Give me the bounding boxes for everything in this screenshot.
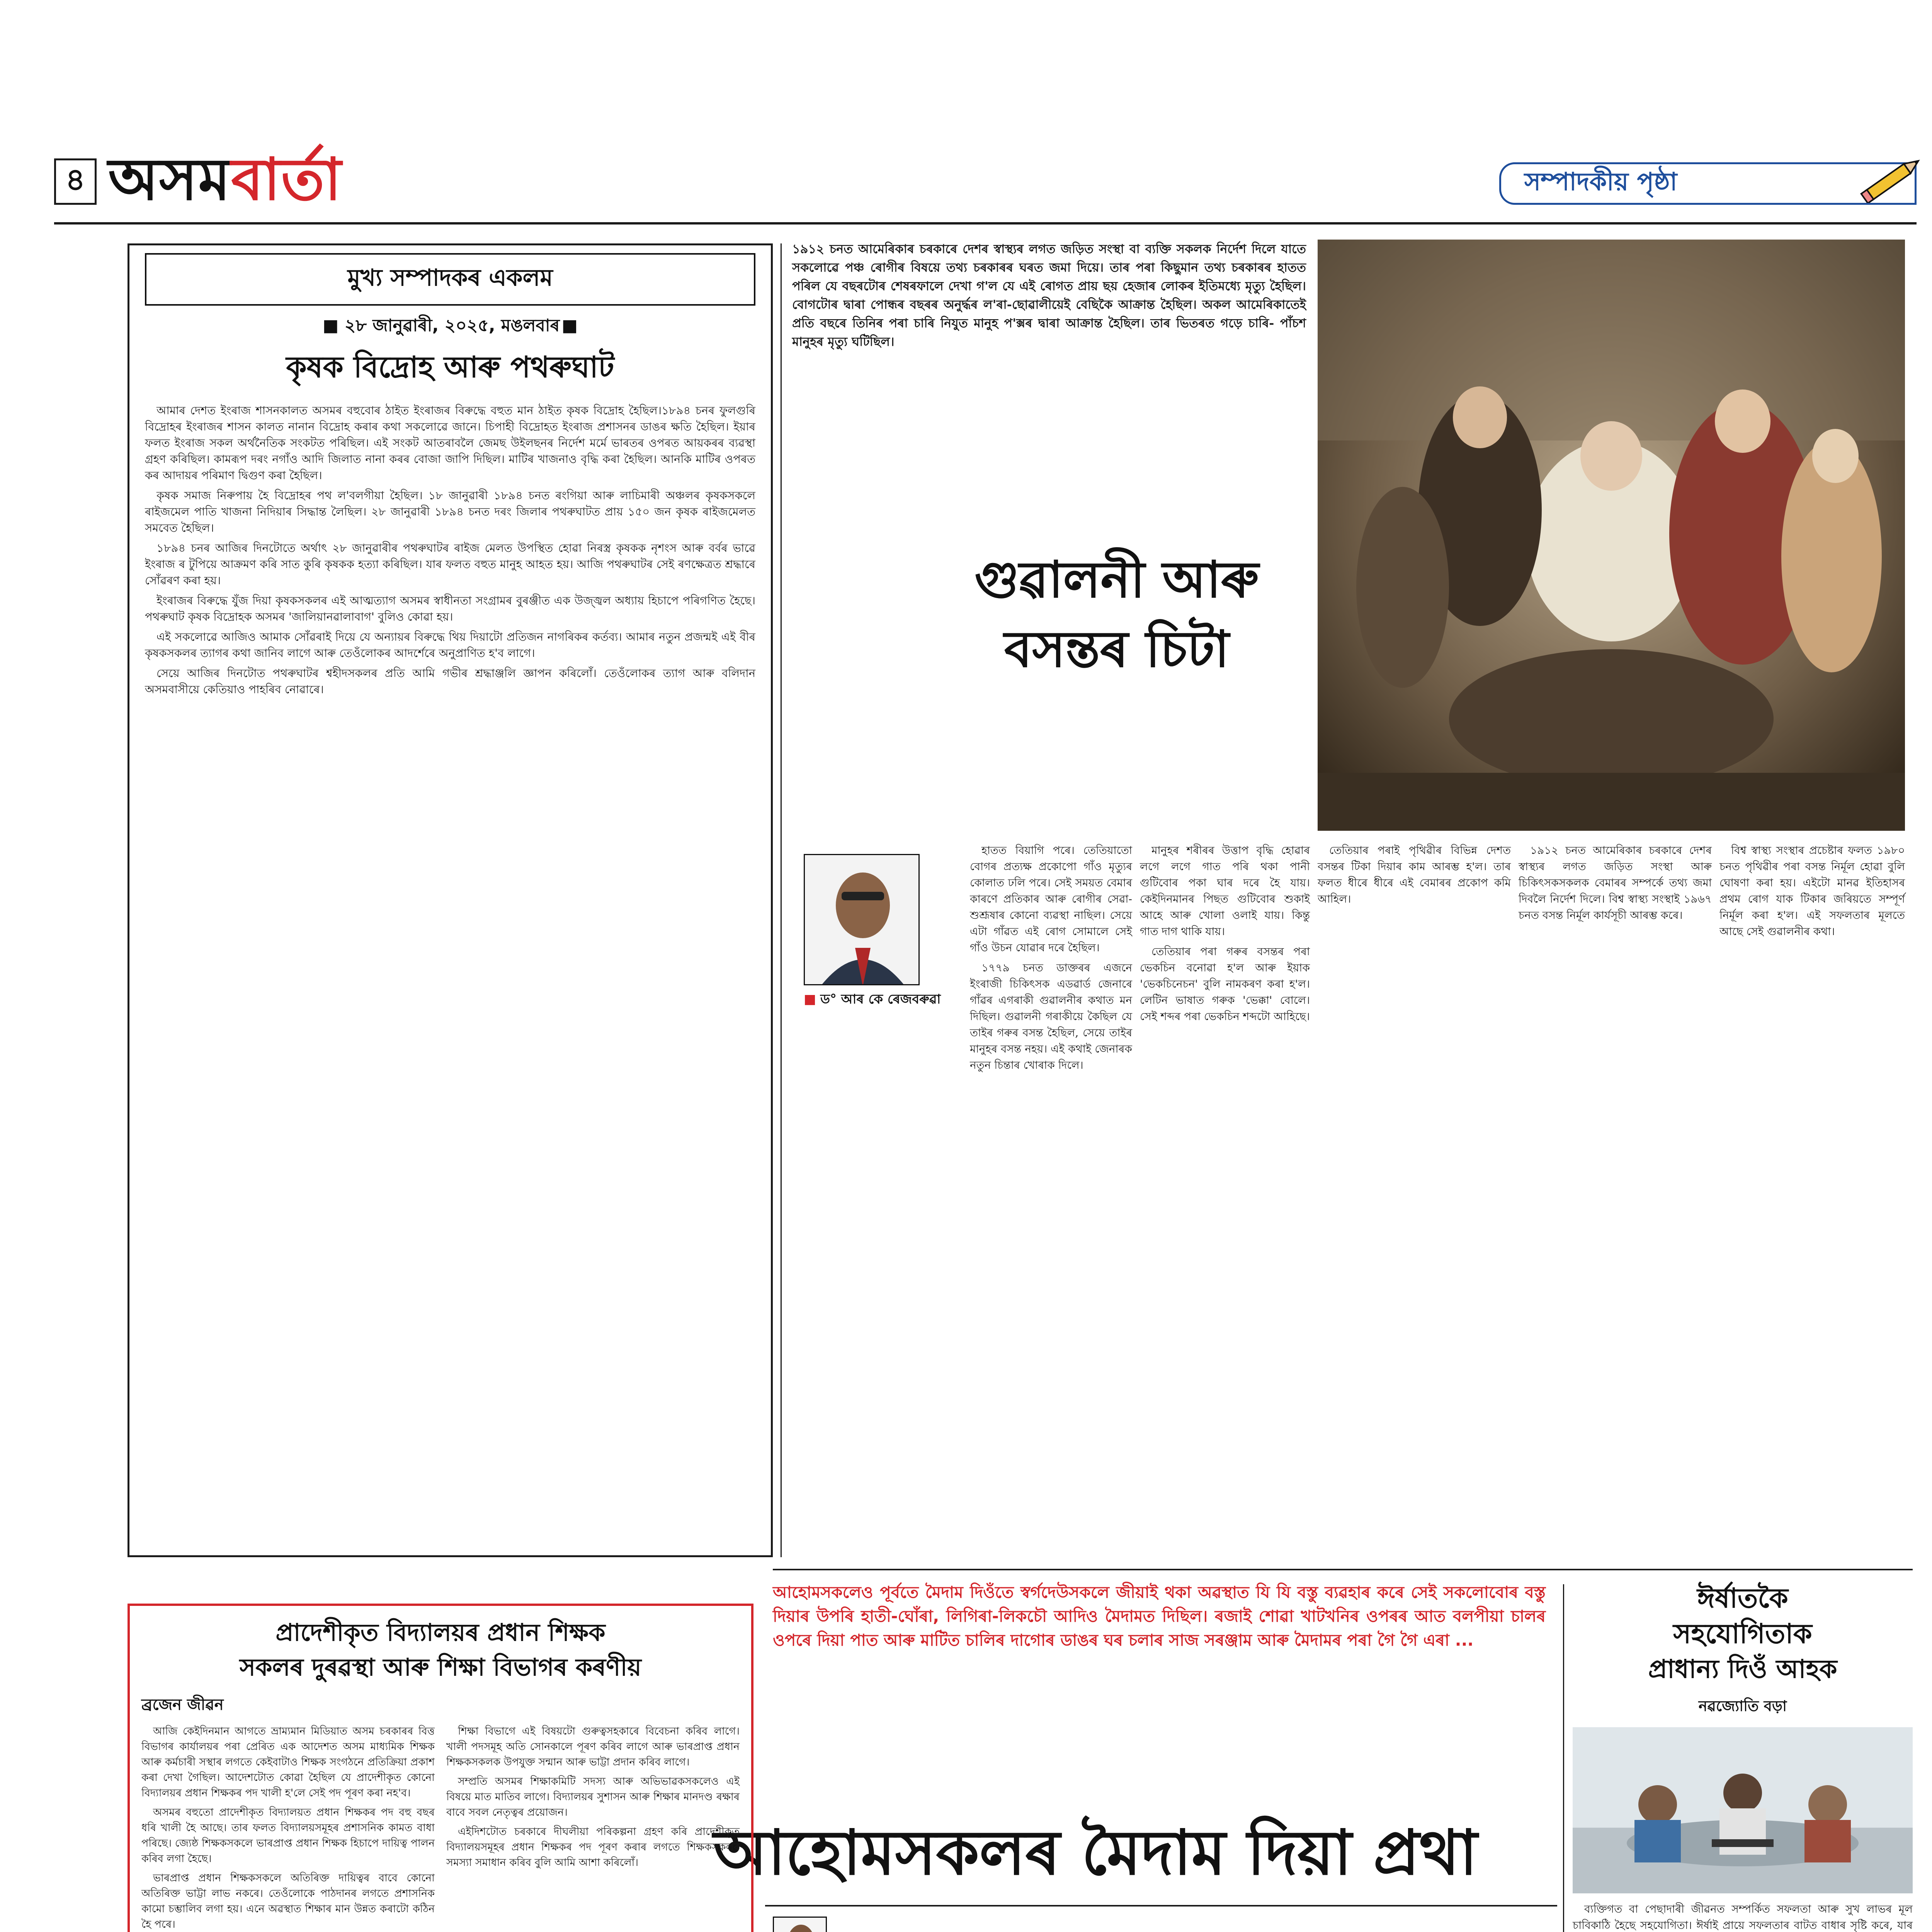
smallpox-col-2 (1140, 842, 1310, 1029)
smallpox-headline-line1: গুৱালনী আৰু (975, 550, 1259, 609)
teachers-col-1 (141, 1724, 435, 1932)
smallpox-col-3 (1318, 842, 1511, 911)
smallpox-col-5 (1719, 842, 1905, 944)
smallpox-paragraph: বিশ্ব স্বাস্থ্য সংস্থাৰ প্ৰচেষ্টাৰ ফলত ১৯৮০ চনত পৃথিৱীৰ পৰা বসন্ত নিৰ্মূল হোৱা বুলি ঘোষণা কৰা হয়। এইটো মানৱ ইতিহাসৰ প্ৰথম ৰোগ যাক টিকাৰ জৰিয়তে সম্পূৰ্ণ নিৰ্মূল কৰা হ'ল। এই সফলতাৰ মূলতে আছে সেই গুৱালনীৰ কথা। (1719, 844, 1905, 938)
column-paragraph: ১৮৯৪ চনৰ আজিৰ দিনটোতে অৰ্থাৎ ২৮ জানুৱাৰীৰ পথৰুঘাটৰ ৰাইজ মেলত উপস্থিত হোৱা নিৰস্ত্ৰ কৃষকক নৃশংস আৰু বৰ্বৰ ভাৱে ইংৰাজ ৰ টুপিয়ে আক্ৰমণ কৰি সাত কুৰি কৃষকক হত্যা কৰিছিল। যাৰ ফলত বহুত মানুহ আহত হয়। আজি পথৰুঘাটৰ সেই ৰণক্ষেত্ৰত শ্ৰদ্ধাৰে সোঁৱৰণ কৰা হয়। (145, 541, 755, 587)
smallpox-paragraph: ১৭৭৯ চনত ডাক্তৰৰ এজনে ইংৰাজী চিকিৎসক এডৱাৰ্ড জেনাৰে গাঁৱৰ এগৰাকী গুৱালনীৰ কথাত মন দিছিল। গুৱালনী গৰাকীয়ে কৈছিল যে তাইৰ গৰুৰ বসন্ত হৈছিল, সেয়ে তাইৰ মানুহৰ বসন্ত নহয়। এই কথাই জেনাৰক নতুন চিন্তাৰ খোৰাক দিলে। (970, 961, 1132, 1071)
author-photo (804, 854, 920, 985)
smallpox-author-line (804, 989, 966, 1011)
column-kicker: মুখ্য সম্পাদকৰ একলম (347, 264, 553, 291)
jealousy-article (1573, 1580, 1913, 1932)
smallpox-author: ড° আৰ কে ৰেজবৰুৱা (820, 992, 941, 1007)
smallpox-paragraph: হাতত বিয়াগি পৰে। তেতিয়াতো বোগৰ প্ৰত্যক্ষ প্ৰকোপো গাঁও মৃত্যুৰ কোলাত ঢলি পৰে। সেই সময়ত বেমাৰ কাৰণে প্ৰতিকাৰ আৰু ৰোগীৰ সেৱা-শুশ্ৰূষাৰ কোনো ব্যৱস্থা নাছিল। সেয়ে এটা গাঁৱত এই ৰোগ সোমালে সেই গাঁও উচন যোৱাৰ দৰে হৈছিল। (970, 844, 1132, 954)
column-headline: কৃষক বিদ্ৰোহ আৰু পথৰুঘাট (286, 350, 614, 384)
paper-name (108, 146, 342, 216)
column-paragraph: সেয়ে আজিৰ দিনটোত পথৰুঘাটৰ শ্বহীদসকলৰ প্ৰতি আমি গভীৰ শ্ৰদ্ধাঞ্জলি জ্ঞাপন কৰিলোঁ। তেওঁলোকৰ ত্যাগ আৰু বলিদান অসমবাসীয়ে কেতিয়াও পাহৰিব নোৱাৰে। (145, 667, 755, 696)
column-divider (781, 243, 782, 1557)
teachers-headline-line2: সকলৰ দুৰৱস্থা আৰু শিক্ষা বিভাগৰ কৰণীয় (240, 1653, 641, 1681)
smallpox-paragraph: মানুহৰ শৰীৰৰ উত্তাপ বৃদ্ধি হোৱাৰ লগে লগে গাত পৰি থকা পানী গুটিবোৰ পকা ঘাৰ দৰে হৈ যায়। কেইদিনমানৰ পিছত গুটিবোৰ শুকাই আহে আৰু খোলা ওলাই যায়। কিন্তু গাত দাগ থাকি যায়। (1140, 844, 1310, 938)
column-paragraph: ইংৰাজৰ বিৰুদ্ধে যুঁজ দিয়া কৃষকসকলৰ এই আত্মত্যাগ অসমৰ স্বাধীনতা সংগ্ৰামৰ বুৰঞ্জীত এক উজ্জ্বল অধ্যায় হিচাপে পৰিগণিত হৈছে। পথৰুঘাট কৃষক বিদ্ৰোহক অসমৰ 'জালিয়ানৱালাবাগ' বুলিও কোৱা হয়। (145, 594, 755, 623)
group-work-photo (1573, 1727, 1913, 1893)
smallpox-headline-line2: বসন্তৰ চিটা (1004, 620, 1230, 679)
jealousy-headline (1573, 1580, 1913, 1687)
smallpox-paragraph: তেতিয়াৰ পৰা গৰুৰ বসন্তৰ পৰা ভেকচিন বনোৱা হ'ল আৰু ইয়াক 'ভেকচিনেচন' বুলি নামকৰণ কৰা হ'ল। লেটিন ভাষাত গৰুক 'ভেক্কা' বোলে। সেই শব্দৰ পৰা ভেকচিন শব্দটো আহিছে। (1140, 945, 1310, 1023)
smallpox-paragraph: ১৯১২ চনত আমেৰিকাৰ চৰকাৰে দেশৰ স্বাস্থ্যৰ লগত জড়িত সংস্থা আৰু চিকিৎসকসকলক বেমাৰৰ সম্পৰ্কে তথ্য জমা দিবলৈ নিৰ্দেশ দিলে। বিশ্ব স্বাস্থ্য সংস্থাই ১৯৬৭ চনত বসন্ত নিৰ্মূল কাৰ্যসূচী আৰম্ভ কৰে। (1519, 844, 1712, 922)
jealousy-headline-line: ঈৰ্ষাতকৈ (1697, 1582, 1788, 1614)
column-paragraph: এই সকলোৱে আজিও আমাক সোঁৱৰাই দিয়ে যে অন্যায়ৰ বিৰুদ্ধে থিয় দিয়াটো প্ৰতিজন নাগৰিকৰ কৰ্তব্য। আমাৰ নতুন প্ৰজন্মই এই বীৰ কৃষকসকলৰ ত্যাগৰ কথা জানিব লাগে আৰু তেওঁলোকৰ আদৰ্শেৰে অনুপ্ৰাণিত হ'ব লাগে। (145, 630, 755, 660)
section-divider (773, 1569, 1913, 1570)
teachers-author: ব্ৰজেন জীৱন (141, 1696, 224, 1714)
ahom-author-block (773, 1917, 974, 1932)
author-marker-icon: ■ (804, 992, 820, 1007)
jenner-vaccination-painting (1318, 240, 1905, 831)
column-date: ২৮ জানুৱাৰী, ২০২৫, মঙলবাৰ (344, 316, 560, 335)
jealousy-paragraph: ব্যক্তিগত বা পেছাদাৰী জীৱনত সম্পৰ্কিত সফলতা আৰু সুখ লাভৰ মূল চাবিকাঠি হৈছে সহযোগিতা। ঈৰ্ষাই প্ৰায়ে সফলতাৰ বাটত বাধাৰ সৃষ্টি কৰে, যাৰ (1573, 1903, 1913, 1932)
teachers-paragraph: অসমৰ বহুতো প্ৰাদেশীকৃত বিদ্যালয়ত প্ৰধান শিক্ষকৰ পদ বহু বছৰ ধৰি খালী হৈ আছে। তাৰ ফলত বিদ্যালয়সমূহৰ প্ৰশাসনিক কামত বাধা পৰিছে। জ্যেষ্ঠ শিক্ষকসকলে ভাৰপ্ৰাপ্ত প্ৰধান শিক্ষক হিচাপে দায়িত্ব পালন কৰিব লগা হৈছে। (141, 1806, 435, 1865)
column-body (145, 402, 755, 697)
pencil-icon (1857, 156, 1926, 203)
smallpox-intro: ১৯১২ চনত আমেৰিকাৰ চৰকাৰে দেশৰ স্বাস্থ্যৰ লগত জড়িত সংস্থা বা ব্যক্তি সকলক নিৰ্দেশ দিলে যাতে সকলোৱে পঞ্চ ৰোগীৰ বিষয়ে তথ্য চৰকাৰৰ ঘৰত জমা দিয়ে। তাৰ পৰা কিছুমান তথ্য চৰকাৰৰ হাতত পৰিল যে বছৰটোৰ শেষৰফালে দেখা গ'ল যে এই ৰোগত প্ৰায় ছয় হেজাৰ লোকৰ ইতিমধ্যে মৃত্যু হৈছিল। বোগটোৰ দ্বাৰা পোন্ধৰ বছৰৰ অনুৰ্দ্ধৰ ল'ৰা-ছোৱালীয়েই বেছিকৈ আক্ৰান্ত হৈছিল। অকল আমেৰিকাতেই প্ৰতি বছৰে তিনিৰ পৰা চাৰি নিযুত মানুহ প'ক্সৰ দ্বাৰা আক্ৰান্ত হৈছিল। তাৰ ভিতৰত গড়ে চাৰি- পাঁচশ মানুহৰ মৃত্যু ঘটিছিল। (792, 242, 1306, 349)
jealousy-author: নৱজ্যোতি বড়া (1698, 1697, 1787, 1714)
column-paragraph: কৃষক সমাজ নিৰুপায় হৈ বিদ্ৰোহৰ পথ ল'বলগীয়া হৈছিল। ১৮ জানুৱাৰী ১৮৯৪ চনত ৰংগিয়া আৰু লাচিমাৰী অঞ্চলৰ কৃষকসকলে ৰাইজমেল পাতি খাজনা নিদিয়াৰ সিদ্ধান্ত লৈছিল। ২৮ জানুৱাৰী ১৮৯৪ চনত দৰং জিলাৰ পথৰুঘাটত প্ৰায় ১৫০ জন কৃষক ৰাইজমেলত সমবেত হৈছিল। (145, 489, 755, 534)
jealousy-body (1573, 1901, 1913, 1932)
page-number: ৪ (65, 162, 85, 197)
paper-name-right: বাৰ্তা (231, 146, 342, 213)
paper-name-left: অসম (108, 146, 231, 213)
column-divider (1563, 1584, 1564, 1932)
teachers-paragraph: ভাৰপ্ৰাপ্ত প্ৰধান শিক্ষকসকলে অতিৰিক্ত দায়িত্বৰ বাবে কোনো অতিৰিক্ত ভাট্টা লাভ নকৰে। তেওঁলোকে পাঠদানৰ লগতে প্ৰশাসনিক কামো চম্ভালিব লগা হয়। এনে অৱস্থাত শিক্ষাৰ মান উন্নত কৰাটো কঠিন হৈ পৰে। (141, 1872, 435, 1930)
ahom-author-photo (773, 1917, 827, 1932)
column-kicker-box (145, 253, 755, 306)
smallpox-article (792, 240, 1905, 1561)
teachers-columns (141, 1724, 740, 1932)
page-number-box (54, 158, 97, 205)
ahom-intro: আহোমসকলেও পূৰ্বতে মৈদাম দিওঁতে স্বৰ্গদেউসকলে জীয়াই থকা অৱস্থাত যি যি বস্তু ব্যৱহাৰ কৰে সেই সকলোবোৰ বস্তু দিয়াৰ উপৰি হাতী-ঘোঁৰা, লিগিৰা-লিকচৌ আদিও মৈদামত দিছিল। ৰজাই শোৱা খাটখনিৰ ওপৰৰ আত বলপীয়া চালৰ ওপৰে দিয়া পাত আৰু মাটিত চালিৰ দাগোৰ ডাঙৰ ঘৰ চলাৰ সাজ সৰঞ্জাম আৰু মৈদামৰ পৰা গৈ গৈ এৰা ... (773, 1583, 1546, 1650)
masthead (54, 147, 1917, 228)
teachers-paragraph: শিক্ষা বিভাগে এই বিষয়টো গুৰুত্বসহকাৰে বিবেচনা কৰিব লাগে। খালী পদসমূহ অতি সোনকালে পূৰণ কৰিব লাগে আৰু ভাৰপ্ৰাপ্ত প্ৰধান শিক্ষকসকলক উপযুক্ত সন্মান আৰু ভাট্টা প্ৰদান কৰিব লাগে। (446, 1725, 740, 1768)
smallpox-paragraph: তেতিয়াৰ পৰাই পৃথিৱীৰ বিভিন্ন দেশত বসন্তৰ টিকা দিয়াৰ কাম আৰম্ভ হ'ল। তাৰ ফলত ধীৰে ধীৰে এই বেমাৰৰ প্ৰকোপ কমি আহিল। (1318, 844, 1511, 905)
jealousy-headline-line: প্ৰাধান্য দিওঁ আহক (1648, 1654, 1837, 1684)
jealousy-headline-line: সহযোগিতাক (1673, 1618, 1812, 1650)
teachers-paragraph: এইদিশটোত চৰকাৰে দীঘলীয়া পৰিকল্পনা গ্ৰহণ কৰি প্ৰাদেশীকৃত বিদ্যালয়সমূহৰ প্ৰধান শিক্ষকৰ পদ পূৰণ কৰাৰ লগতে শিক্ষকসকলৰ সমস্যা সমাধান কৰিব বুলি আমি আশা কৰিলোঁ। (446, 1826, 740, 1869)
section-label-tab (1499, 162, 1917, 205)
smallpox-col-4 (1519, 842, 1712, 927)
teachers-paragraph: সম্প্ৰতি অসমৰ শিক্ষাকমিটি সদস্য আৰু অভিভাৱকসকলেও এই বিষয়ে মাত মাতিব লাগে। বিদ্যালয়ৰ সুশাসন আৰু শিক্ষাৰ মানদণ্ড ৰক্ষাৰ বাবে সবল নেতৃত্বৰ প্ৰয়োজন। (446, 1776, 740, 1818)
teachers-headline (141, 1615, 740, 1685)
masthead-rule (54, 222, 1917, 224)
column-paragraph: আমাৰ দেশত ইংৰাজ শাসনকালত অসমৰ বহুবোৰ ঠাইত ইংৰাজৰ বিৰুদ্ধে বহুত মান ঠাইত কৃষক বিদ্ৰোহ হৈছিল।১৮৯৪ চনৰ ফুলগুৰি বিদ্ৰোহৰ ইংৰাজৰ শাসন কালত নানান বিদ্ৰোহ কৰাৰ কথা সকলোৱে জানে। চিপাহী বিদ্ৰোহত ইংৰাজ প্ৰশাসনৰ ডাঙৰ ক্ষতি হৈছিল। ইয়াৰ ফলত ইংৰাজ সকল অৰ্থনৈতিক সংকটত পৰিছিল। এই সংকট আতৰাবলৈ জেমছ উইলছনৰ নিৰ্দেশ মৰ্মে ভাৰতৰ ওপৰত আয়কৰৰ ব্যৱস্থা গ্ৰহণ কৰিছিল। কামৰূপ দৰং নগাঁও আদি জিলাত নানা কৰৰ বোজা জাপি দিছিল। মাটিৰ খাজনাও বৃদ্ধি কৰা হৈছিল। আনকি মাটিৰ ওপৰত কৰ আদায়ৰ পৰিমাণ দ্বিগুণ কৰা হৈছিল। (145, 404, 755, 482)
section-divider (765, 1905, 1557, 1906)
teachers-col-2 (446, 1724, 740, 1932)
teachers-paragraph: আজি কেইদিনমান আগতে ভ্ৰাম্যমান মিডিয়াত অসম চৰকাৰৰ বিত্ত বিভাগৰ কাৰ্যালয়ৰ পৰা প্ৰেৰিত এক আদেশত অসম মাধ্যমিক শিক্ষক আৰু কৰ্মচাৰী সস্থাৰ লগতে কেইবাটাও শিক্ষক সংগঠনে প্ৰতিক্ৰিয়া প্ৰকাশ কৰা দেখা গৈছিল। আদেশটোত কোৱা হৈছিল যে প্ৰাদেশীকৃত কোনো বিদ্যালয়ৰ প্ৰধান শিক্ষকৰ পদ খালী হ'লে সেই পদ পূৰণ কৰা নহ'ব। (141, 1725, 435, 1799)
teachers-headline-line1: প্ৰাদেশীকৃত বিদ্যালয়ৰ প্ৰধান শিক্ষক (276, 1618, 605, 1646)
section-label: সম্পাদকীয় পৃষ্ঠা (1524, 167, 1677, 196)
ahom-headline: আহোমসকলৰ মৈদাম দিয়া প্ৰথা (713, 1816, 1478, 1889)
teachers-article (128, 1604, 753, 1932)
smallpox-headline (920, 545, 1314, 684)
smallpox-col-1 (970, 842, 1132, 1077)
chief-editor-column: মুখ্য সম্পাদকৰ একলম ■ ২৮ জানুৱাৰী, ২০২৫, মঙলবাৰ ■ কৃষক বিদ্ৰোহ আৰু পথৰুঘাট আমাৰ দেশত ইংৰাজ শাসনকালত অসমৰ বহুবোৰ ঠাইত ইংৰাজৰ বিৰুদ্ধে বহুত মান ঠাইত কৃষক বিদ্ৰোহ হৈছিল।১৮৯৪ চনৰ ফুলগুৰি বিদ্ৰোহৰ ইংৰাজৰ শাসন কালত নানান বিদ্ৰোহ কৰাৰ কথা সকলোৱে জানে। চিপাহী বিদ্ৰোহত ইংৰাজ প্ৰশাসনৰ ডাঙৰ ক্ষতি হৈছিল। ইয়াৰ ফলত ইংৰাজ সকল অৰ্থনৈতিক সংকটত পৰিছিল। এই সংকট আতৰাবলৈ জেমছ উইলছনৰ নিৰ্দেশ মৰ্মে ভাৰতৰ ওপৰত আয়কৰৰ ব্যৱস্থা গ্ৰহণ কৰিছিল। কামৰূপ দৰং নগাঁও আদি জিলাত নানা কৰৰ বোজা জাপি দিছিল। মাটিৰ খাজনাও বৃদ্ধি কৰা হৈছিল। আনকি মাটিৰ ওপৰত কৰ আদায়ৰ পৰিমাণ দ্বিগুণ কৰা হৈছিল। কৃষক সমাজ নিৰুপায় হৈ বিদ্ৰোহৰ পথ ল'বলগীয়া হৈছিল। ১৮ জানুৱাৰী ১৮৯৪ চনত ৰংগিয়া আৰু লাচিমাৰী অঞ্চলৰ কৃষকসকলে ৰাইজমেল পাতি খাজনা নিদিয়াৰ সিদ্ধান্ত লৈছিল। ২৮ জানুৱাৰী ১৮৯৪ চনত দৰং জিলাৰ পথৰুঘাটত প্ৰায় ১৫০ জন কৃষক ৰাইজমেলত সমবেত হৈছিল। ১৮৯৪ চনৰ আজিৰ দিনটোতে অৰ্থাৎ ২৮ জানুৱাৰীৰ পথৰুঘাটৰ ৰাইজ মেলত উপস্থিত হোৱা নিৰস্ত্ৰ কৃষকক নৃশংস আৰু বৰ্বৰ ভাৱে ইংৰাজ ৰ টুপিয়ে আক্ৰমণ কৰি সাত কুৰি কৃষকক হত্যা কৰিছিল। যাৰ ফলত বহুত মানুহ আহত হয়। আজি পথৰুঘাটৰ সেই ৰণক্ষেত্ৰত শ্ৰদ্ধাৰে সোঁৱৰণ কৰা হয়। ইংৰাজৰ বিৰুদ্ধে যুঁজ দিয়া কৃষকসকলৰ এই আত্মত্যাগ অসমৰ স্বাধীনতা সংগ্ৰামৰ বুৰঞ্জীত এক উজ্জ্বল অধ্যায় হিচাপে পৰিগণিত হৈছে। পথৰুঘাট কৃষক বিদ্ৰোহক অসমৰ 'জালিয়ানৱালাবাগ' বুলিও কোৱা হয়। এই সকলোৱে আজিও আমাক সোঁৱৰাই দিয়ে যে অন্যায়ৰ বিৰুদ্ধে থিয় দিয়াটো প্ৰতিজন নাগৰিকৰ কৰ্তব্য। আমাৰ নতুন প্ৰজন্মই এই বীৰ কৃষকসকলৰ ত্যাগৰ কথা জানিব লাগে আৰু তেওঁলোকৰ আদৰ্শেৰে অনুপ্ৰাণিত হ'ব লাগে। সেয়ে আজিৰ দিনটোত পথৰুঘাটৰ শ্বহীদসকলৰ প্ৰতি আমি গভীৰ শ্ৰদ্ধাঞ্জলি জ্ঞাপন কৰিলোঁ। তেওঁলোকৰ ত্যাগ আৰু বলিদান অসমবাসীয়ে কেতিয়াও পাহৰিব নোৱাৰে। (128, 243, 773, 1557)
